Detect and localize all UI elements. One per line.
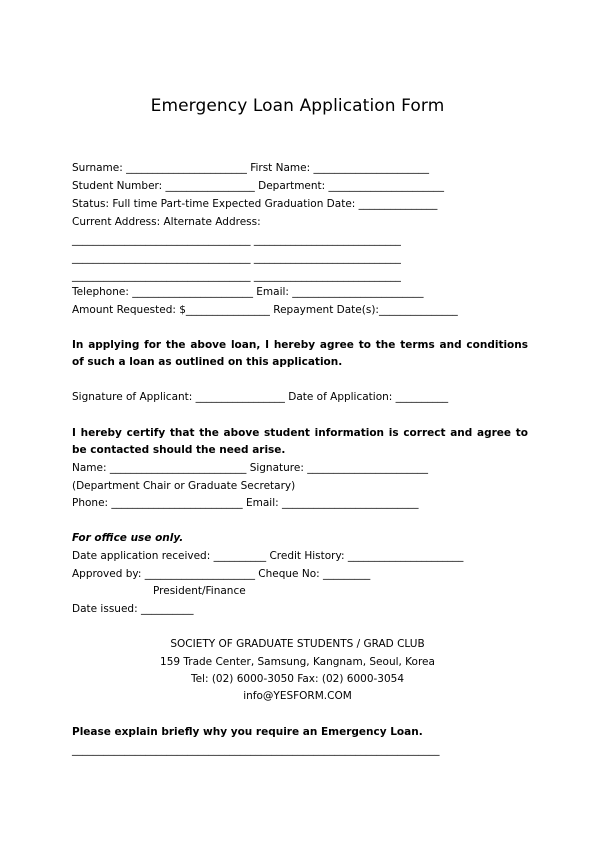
footer-phone-fax: Tel: (02) 6000-3050 Fax: (02) 6000-3054 — [190, 673, 405, 685]
footer-email: info@YESFORM.COM — [243, 690, 352, 702]
address-label: Current Address: Alternate Address: — [72, 216, 261, 228]
footer-address: 159 Trade Center, Samsung, Kangnam, Seoul, Korea — [160, 656, 435, 668]
surname-firstname-row[interactable]: Surname: _______________________ First Name: ______________________ — [72, 162, 429, 174]
certifier-phone-email-row[interactable]: Phone: _________________________ Email: __________________________ — [72, 497, 419, 509]
telephone-email-row[interactable]: Telephone: _______________________ Email: _________________________ — [72, 286, 424, 298]
address-line-1[interactable]: __________________________________ ____________________________ — [72, 234, 401, 246]
date-received-credit-row[interactable]: Date application received: __________ Credit History: ______________________ — [72, 550, 464, 562]
status-graduation-row[interactable]: Status: Full time Part-time Expected Graduation Date: _______________ — [72, 198, 438, 210]
page-title: Emergency Loan Application Form — [150, 96, 445, 116]
explain-prompt: Please explain briefly why you require an Emergency Loan. — [72, 726, 423, 738]
amount-repayment-row[interactable]: Amount Requested: $________________ Repayment Date(s):_______________ — [72, 304, 458, 316]
certify-text-line-2: be contacted should the need arise. — [72, 444, 286, 456]
president-finance-label: President/Finance — [153, 585, 246, 597]
approved-cheque-row[interactable]: Approved by: _____________________ Cheque No: _________ — [72, 568, 371, 580]
student-number-department-row[interactable]: Student Number: _________________ Department: ______________________ — [72, 180, 445, 192]
address-line-3[interactable]: __________________________________ ____________________________ — [72, 270, 401, 282]
office-use-heading: For office use only. — [72, 532, 184, 544]
signature-date-row[interactable]: Signature of Applicant: _________________ Date of Application: __________ — [72, 391, 449, 403]
footer-organization: SOCIETY OF GRADUATE STUDENTS / GRAD CLUB — [170, 638, 425, 650]
agreement-text-line-1: In applying for the above loan, I hereby agree to the terms and conditions — [72, 339, 528, 351]
explain-answer-line[interactable]: ______________________________________________________________________ — [72, 744, 440, 756]
certify-text-line-1: I hereby certify that the above student information is correct and agree to — [72, 427, 528, 439]
address-line-2[interactable]: __________________________________ ____________________________ — [72, 252, 401, 264]
certifier-name-signature-row[interactable]: Name: __________________________ Signature: _______________________ — [72, 462, 428, 474]
agreement-text-line-2: of such a loan as outlined on this application. — [72, 356, 343, 368]
department-chair-note: (Department Chair or Graduate Secretary) — [72, 480, 296, 492]
date-issued-row[interactable]: Date issued: __________ — [72, 603, 194, 615]
